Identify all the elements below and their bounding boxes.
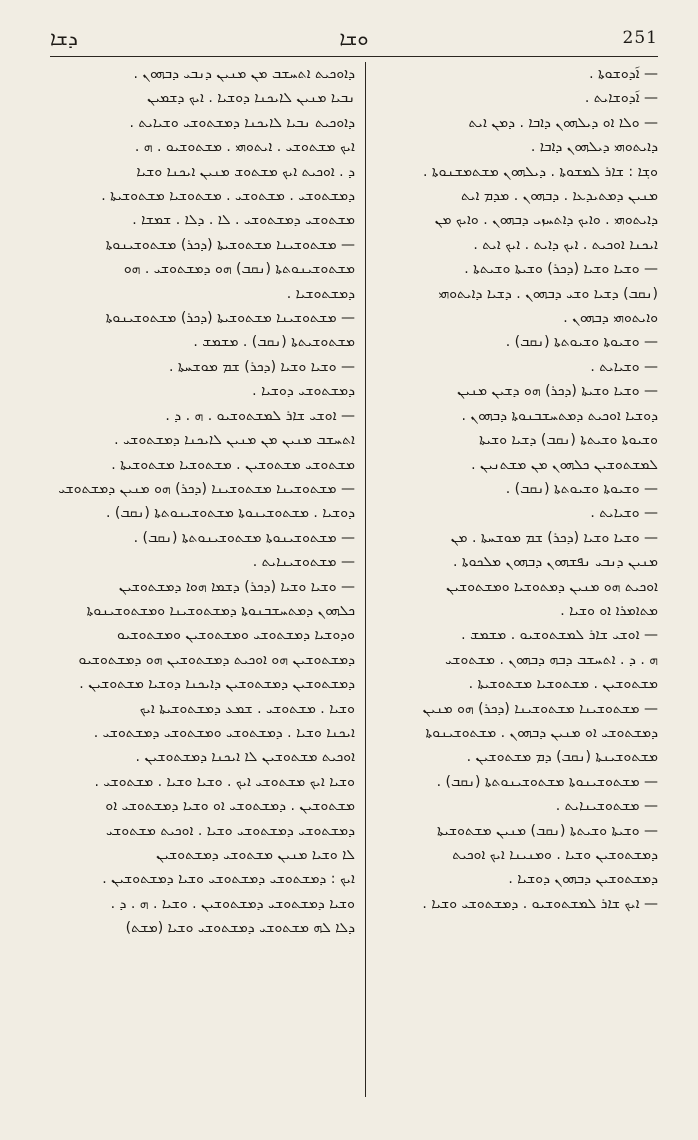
text-line: ܕܐܝܬܘܗܝ ܕܝܠܗܘܢ ܕܐܒܐ .	[530, 139, 658, 156]
text-line: — ܐܝܟ ܫܐܪ ܠܡܫܬܘܫܝܘ . ܕܡܫܬܘܫܝ ܘܫܝܐ .	[422, 895, 658, 912]
text-line: ܐܝܟܢܐ ܘܫܝܐ . ܕܡܫܬܘܫܝ ܘܡܫܬܘܫܝ ܕܡܫܬܘܫܝ .	[93, 724, 355, 741]
text-line: ܡܫܬܘܫܝܢܘܬܬܐ (ܢܩܒ) ܗܘ ܕܡܫܬܘܫܝ . ܗܘ	[123, 261, 355, 278]
text-line: — ܘܠܐ ܐܘ ܕܝܠܗܘܢ ܕܐܒܐ . ܕܡܢ ܐܝܬ	[468, 114, 658, 131]
text-line: — ܘܫܝܘܬܐ ܘܫܝܘܬܬܐ (ܢܩܒ) .	[505, 334, 658, 351]
text-line: ܡܢܝܢ ܕܢܒܝ ܢܦܫܗܘܢ ܕܒܗܘܢ ܡܠܟܘܬܐ .	[453, 554, 658, 571]
text-line: — ܐܘܫܝ ܫܐܪ ܠܡܫܬܘܫܝܘ . ܡܫܡܫ .	[461, 627, 658, 644]
header-center-title: ܘܫܐ	[339, 26, 369, 50]
text-line: — ܡܫܬܘܫܝܢܐ ܡܫܬܘܫܝܬܐ (ܕܟܪ) ܡܫܬܘܫܝܢܘܬܐ	[105, 236, 355, 253]
header-left-title: ܕܫܐ	[50, 26, 78, 50]
text-line: ܘܫ݂ܐ : ܫܐܪ ܠܡܫܘܬܐ . ܕܝܠܗܘܢ ܡܫܬܡܫܢܘܬܐ .	[423, 163, 658, 180]
text-line: — ܡܫܬܘܫܝܢܐܝܬ .	[555, 798, 658, 815]
text-line: ܘܫܝܐ . ܡܫܬܘܫܝ . ܫܡܥ ܕܡܫܬܘܫܝܬܐ ܐܝܟ	[139, 700, 355, 717]
text-line: ܡܫܬܘܫܝܢ . ܕܡܫܬܘܫܝ ܐܘ ܘܫܝܐ ܕܡܫܬܘܫܝ ܐܘ	[105, 798, 355, 815]
text-line: ܐܝܟ ܡܫܬܘܫܝ . ܐܝܬܘܗܝ . ܡܫܬܘܫܝܘ . ܗ .	[134, 139, 355, 156]
text-line: — ܘܫܝܐ ܘܫܝܐ (ܕܟܪ) ܫܡ ܡܘܫܚܬܐ .	[168, 358, 355, 375]
left-column	[50, 62, 355, 1097]
text-line: ܐܝܟ : ܕܡܫܬܘܫܝ ܕܡܫܬܘܫܝ ܘܫܝܐ ܕܡܫܬܘܫܝܢ .	[102, 871, 355, 888]
text-line: ܐܘܟܝܬ ܗܘ ܡܢܝܢ ܕܡܬܘܫܝܐ ܘܡܫܬܘܫܝܢ	[446, 578, 658, 595]
text-line: ܕܐܘܟܝܬ ܐܬܚܫܒ ܡܢ ܡܢܝܢ ܕܢܒܝ ܕܒܗܘܢ .	[133, 66, 355, 82]
text-line: ܡܬܐܡܪܐ ܐܘ ܘܫܝܐ .	[560, 602, 658, 619]
text-line: ܕܐܝܬܘܗܝ . ܘܐܝܟ ܕܐܬܚܙܝ ܕܒܗܘܢ . ܘܐܝܟ ܡܢ	[434, 212, 658, 229]
text-line: ܢܒܝܐ ܡܢܝܢ ܠܐܝܟܢܐ ܕܘܫܝܐ . ܐܝܟ ܕܫܡܝܢ	[147, 90, 355, 107]
text-line: ܘܫܝܘܬܐ ܘܫܝܬܬܐ (ܢܩܒ) ܕܫܝܐ ܘܫܝܬܐ	[479, 432, 658, 449]
text-line: ܠܐ ܘܫܝܐ ܡܢܝܢ ܡܫܬܘܫܝ ܕܡܫܬܘܫܝܢ	[156, 847, 355, 863]
text-line: ܡܫܬܘܫܝ ܡܫܬܘܫܝܢ . ܡܫܬܘܫܝܐ ܡܫܬܘܫܝܬܐ .	[111, 456, 355, 473]
text-line: ܕܡܫܬܘܫܝ ܕܡܫܬܘܫܝ ܘܫܝܐ . ܐܘܟܝܬ ܡܫܬܘܫܝ	[106, 822, 355, 839]
text-line: — ܡܫܬܘܫܝܢܐ ܡܫܬܘܫܝܢܐ (ܕܟܪ) ܗܘ ܡܢܝܢ ܕܡܫܬܘܫܝ	[58, 480, 355, 497]
text-line: ܕܡܫܬܘܫܝܢ ܕܒܗܘܢ ܕܘܫܝܐ .	[508, 871, 658, 888]
text-line: ܘܕܘܫܝܐ ܕܡܫܬܘܫܝ ܘܡܫܬܘܫܝܢ ܘܡܫܬܘܫܝܘ	[117, 627, 355, 644]
text-line: — ܘܫܝܬܐ ܘܫܝܬܬܐ (ܢܩܒ) ܡܢܝܢ ܡܫܬܘܫܝܬܐ	[436, 822, 658, 839]
text-line: ܕܡܫܬܘܫܝܢ ܕܡܫܬܘܫܝܢ ܕܐܝܟܢܐ ܕܘܫܝܐ ܡܫܬܘܫܝܢ .	[79, 676, 355, 693]
text-line: — ܘܫܝܐ ܘܫܝܐ (ܕܟܪ) ܘܫܝܬܐ ܘܫܝܬܬܐ .	[464, 261, 658, 278]
text-line: ܘܫܝܐ ܐܝܟ ܡܫܬܘܫܝ ܐܝܟ . ܘܫܝܐ ܘܫܝܐ . ܡܫܬܘܫܝ .	[94, 773, 355, 790]
text-line: ܕܡܫܬܘܫܝܢ ܗܘ ܐܘܟܝܬ ܕܡܫܬܘܫܝܢ ܗܘ ܕܡܫܬܘܫܝܘ	[78, 651, 355, 668]
text-line: ܘܐܝܬܘܗܝ ܕܒܗܘܢ .	[563, 310, 658, 327]
text-line: — ܘܫܝܐܝܬ .	[590, 505, 658, 522]
text-line: ܕܡܫܬܘܫܝܐ .	[286, 285, 355, 302]
text-line: ܐܝܟܢܐ ܐܘܟܝܬ . ܐܝܟ ܕܐܝܬ . ܐܝܟ ܐܝܬ .	[473, 236, 658, 253]
text-line: ܕܡܫܬܘܫܝܢ ܘܫܝܐ . ܘܡܢܝܢܐ ܐܝܟ ܐܘܟܝܬ	[452, 847, 658, 863]
text-line: ܗ . ܕ . ܐܬܚܫܒ ܕܒܗ ܕܒܗܘܢ . ܡܫܬܘܫܝ	[445, 651, 658, 668]
text-line: — ܘܫܝܘܬܐ ܘܫܝܘܬܬܐ (ܢܩܒ) .	[505, 480, 658, 497]
text-line: — ܐ݇ܕܘܫܐܝܬ .	[584, 90, 658, 107]
text-line: (ܢܩܒ) ܕܫܝܐ ܘܫܝ ܕܒܗܘܢ . ܕܫܝܐ ܕܐܝܬܘܗܝ	[438, 285, 658, 302]
text-line: — ܘܫܝܐ ܘܫܝܐ (ܕܟܪ) ܫܡ ܡܘܫܚܬܐ . ܡܢ	[450, 529, 658, 546]
text-line: ܕܡܫܬܘܫܝ ܐܘ ܡܢܝܢ ܕܒܗܘܢ . ܡܫܬܘܫܝܢܘܬܐ	[425, 724, 658, 741]
text-line: ܕܡܫܬܘܫܝ ܕܘܫܝܐ .	[252, 383, 355, 400]
text-line: ܡܢܝܢ ܕܡܬܝܕܥܐ . ܕܒܗܘܢ . ܡܕܡ ܐܝܬ	[461, 188, 658, 205]
header-rule	[50, 56, 658, 57]
text-line: — ܘܫܝܐ ܘܫܝܬܐ (ܕܟܪ) ܗܘ ܕܫܝܢ ܡܢܝܢ	[457, 383, 658, 400]
text-line: ܕܘܫܝܐ . ܡܫܬܘܫܝܢܘܬܐ ܡܫܬܘܫܝܢܘܬܬܐ (ܢܩܒ) .	[105, 505, 355, 522]
text-line: ܐܬܚܫܒ ܡܢܝܢ ܡܢ ܡܢܝܢ ܠܐܝܟܢܐ ܕܡܫܬܘܫܝ .	[114, 432, 355, 449]
text-line: — ܡܫܬܘܫܝܢܘܬܐ ܡܫܬܘܫܝܢܘܬܬܐ (ܢܩܒ) .	[436, 773, 658, 790]
text-line: ܕܡܫܬܘܫܝ . ܡܫܬܘܫܝ . ܡܫܬܘܫܝܐ ܡܫܬܘܫܝܬܐ .	[101, 188, 355, 205]
text-line: ܕܐܘܟܝܬ ܢܒܝܐ ܠܐܝܟܢܐ ܕܡܫܬܘܫܝ ܘܫܝܐܝܬ .	[129, 114, 355, 131]
text-line: — ܡܫܬܘܫܝܢܐ ܡܫܬܘܫܝܬܐ (ܕܟܪ) ܡܫܬܘܫܝܢܘܬܐ	[105, 310, 355, 327]
text-line: ܟܠܗܘܢ ܕܡܬܚܫܒܢܘܬܐ ܕܡܫܬܘܫܝܢܐ ܘܡܫܬܘܫܝܢܘܬܐ	[86, 602, 355, 619]
text-line: ܡܫܬܘܫܝܢܬܐ (ܢܩܒ) ܕܡ ܡܫܬܘܫܝܢ .	[466, 749, 658, 766]
text-line: ܡܫܬܘܫܝ ܕܡܫܬܘܫܝ . ܠܐ . ܕܠܐ . ܫܡܫܐ .	[132, 212, 355, 229]
text-line: — ܡܫܬܘܫܝܢܐ ܡܫܬܘܫܝܢܐ (ܕܟܪ) ܗܘ ܡܢܝܢ	[422, 700, 658, 717]
text-line: — ܐܘܫܝ ܫܐܪ ܠܡܫܬܘܫܝܘ . ܗ . ܕ .	[165, 407, 355, 424]
text-line: — ܡܫܬܘܫܝܢܐܝܬ .	[252, 554, 355, 571]
text-line: — ܘܫܝܐܝܬ .	[590, 358, 658, 375]
text-line: ܠܡܫܬܘܫܝܢ ܟܠܗܘܢ ܡܢ ܡܫܬܢܝܢ .	[471, 456, 658, 473]
text-line: — ܐ݇ܕܘܫܘܬܐ .	[589, 66, 658, 82]
text-line: — ܘܫܝܐ ܘܫܝܐ (ܕܟܪ) ܕܫܡܐ ܗܘܐ ܕܡܫܬܘܫܝܢ	[118, 578, 355, 595]
text-line: ܕܘܫܝܐ ܐܘܟܝܬ ܕܡܬܚܫܒܢܘܬܐ ܕܒܗܘܢ .	[461, 407, 658, 424]
text-line: ܐܘܟܝܬ ܡܫܬܘܫܝܢ ܠܐ ܐܝܟܢܐ ܕܡܫܬܘܫܝܢ .	[135, 749, 355, 766]
text-line: — ܡܫܬܘܫܝܢܘܬܐ ܡܫܬܘܫܝܢܘܬܬܐ (ܢܩܒ) .	[133, 529, 355, 546]
text-line: ܘܫܝܐ ܕܡܫܬܘܫܝ ܕܡܫܬܘܫܝܢ . ܘܫܝܐ . ܗ . ܕ .	[110, 895, 355, 912]
text-line: ܡܫܬܘܫܝܢ . ܡܫܬܘܫܝܐ ܡܫܬܘܫܝܬܐ .	[468, 676, 658, 693]
page-number: 251	[622, 28, 658, 48]
right-column	[377, 62, 658, 1097]
text-line: ܡܫܬܘܫܝܬܬܐ (ܢܩܒ) . ܡܫܡܫ .	[193, 334, 355, 351]
text-line: ܕ . ܐܘܟܝܬ ܐܝܟ ܡܫܬܘܫ ܡܢܝܢ ܐܝܟܢܐ ܘܫܝܐ	[136, 163, 355, 180]
text-line: ܕܠܐ ܠܗ ܡܫܬܘܫܝ ܕܡܫܬܘܫܝ ܘܫܝܐ (ܡܫܬ)	[125, 920, 355, 937]
column-divider	[365, 62, 366, 1097]
